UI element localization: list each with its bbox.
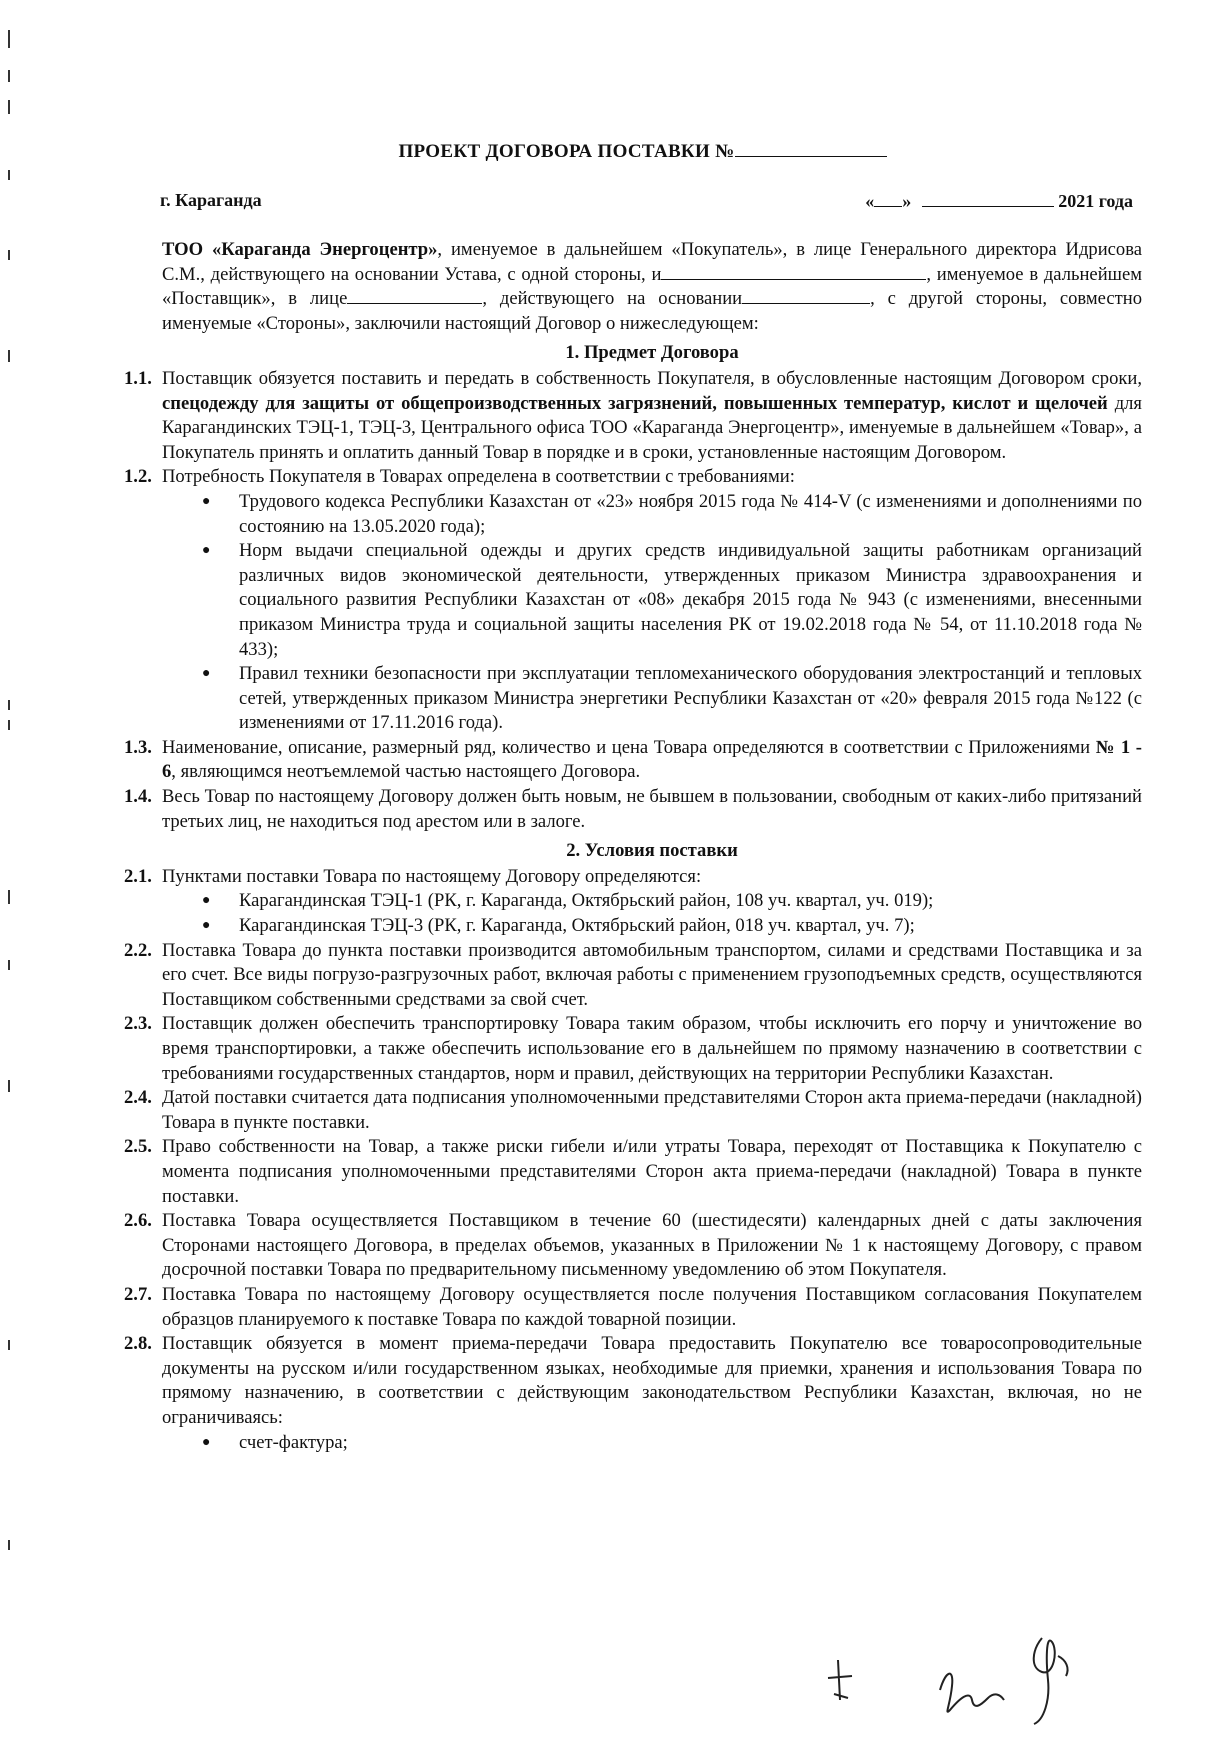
handwritten-signatures [820,1620,1100,1730]
clause-2-6: 2.6. Поставка Товара осуществляется Поставщиком в течение 60 (шестидесяти) календарных дней с даты заключения Сторонами настоящего Договора, в пределах объемов, указанных в Приложении № 1 к настоящему Договору, с правом досрочной поставки Товара по предварительному письменному уведомлению об этом Покупателя. [124,1210,1142,1281]
clause-2-4: 2.4. Датой поставки считается дата подписания уполномоченными представителями Сторон акта приема-передачи (накладной) Товара в пункте поставки. [124,1087,1142,1133]
document-body [124,238,1142,1455]
list-item: ● Карагандинская ТЭЦ-3 (РК, г. Караганда, Октябрьский район, 018 уч. квартал, уч. 7); [202,915,915,937]
clause-1-2: 1.2. Потребность Покупателя в Товарах определена в соответствии с требованиями: [124,466,795,488]
list-item: ● Норм выдачи специальной одежды и других средств индивидуальной защиты работникам организаций различных видов экономической деятельности, утвержденных приказом Министра здравоохранения и социального развития Республики Казахстан от «08» декабря 2015 года № 943 (с изменениями, внесенными приказом Министра труда и социальной защиты населения РК от 19.02.2018 года № 54, от 11.10.2018 года № 433); [202,540,1142,660]
title-text: ПРОЕКТ ДОГОВОРА ПОСТАВКИ № [398,141,735,162]
contract-number-blank [735,138,887,157]
clause-2-5: 2.5. Право собственности на Товар, а также риски гибели и/или утраты Товара, переходят от Поставщика к Покупателю с момента подписания уполномоченными представителями Сторон акта приема-передачи (накладной) Товара в пункте поставки. [124,1136,1142,1207]
clause-2-3: 2.3. Поставщик должен обеспечить транспортировку Товара таким образом, чтобы исключить его порчу и уничтожение во время транспортировки, а также обеспечить использование его в дальнейшем по прямому назначению в соответствии с требованиями государственных стандартов, норм и правил, действующих на территории Республики Казахстан. [124,1013,1142,1084]
list-item: ● счет-фактура; [202,1431,348,1453]
clause-1-1: 1.1. Поставщик обязуется поставить и передать в собственность Покупателя, в обусловленные настоящим Договором сроки, спецодежду для защиты от общепроизводственных загрязнений, повышенных температур, кислот и щелочей для Карагандинских ТЭЦ-1, ТЭЦ-3, Центрального офиса ТОО «Караганда Энергоцентр», именуемые в дальнейшем «Товар», а Покупатель принять и оплатить данный Товар в порядке и в сроки, установленные настоящим Договором. [124,367,1142,463]
city: г. Караганда [160,190,262,210]
clause-2-2: 2.2. Поставка Товара до пункта поставки производится автомобильным транспортом, силами и средствами Поставщика и за его счет. Все виды погрузо-разгрузочных работ, включая работы с применением грузоподъемных средств, осуществляются Поставщиком собственными средствами за свой счет. [124,939,1142,1010]
contract-date: « » 2021 года [865,191,1133,211]
scan-margin-marks [8,20,14,1720]
document-title [60,138,1225,163]
list-item: ● Карагандинская ТЭЦ-1 (РК, г. Караганда, Октябрьский район, 108 уч. квартал, уч. 019); [202,890,934,912]
clause-1-3: 1.3. Наименование, описание, размерный ряд, количество и цена Товара определяются в соответствии с Приложениями № 1 - 6, являющимся неотъемлемой частью настоящего Договора. [124,736,1142,783]
clause-1-4: 1.4. Весь Товар по настоящему Договору должен быть новым, не бывшем в пользовании, свободным от каких-либо притязаний третьих лиц, не находиться под арестом или в залоге. [124,786,1142,832]
clause-2-8: 2.8. Поставщик обязуется в момент приема-передачи Товара предоставить Покупателю все товаросопроводительные документы на русском и/или государственном языках, необходимые для приемки, хранения и использования Товара по прямому назначению, в соответствии с действующим законодательством Республики Казахстан, включая, но не ограничиваясь: [124,1333,1142,1428]
list-item: ● Правил техники безопасности при эксплуатации тепломеханического оборудования электростанций и тепловых сетей, утвержденных приказом Министра энергетики Республики Казахстан от «20» февраля 2015 года №122 (с изменениями от 17.11.2016 года). [202,663,1142,734]
intro-paragraph: ТОО «Караганда Энергоцентр», именуемое в дальнейшем «Покупатель», в лице Генерального директора Идрисова С.М., действующего на основании Устава, с одной стороны, и , именуемое в дальнейшем «Поставщик», в лице , действующего на основании , с другой стороны, совместно именуемые «Стороны», заключили настоящий Договор о нижеследующем: [162,239,1142,334]
section-1-heading: 1. Предмет Договора [565,342,739,364]
section-2-heading: 2. Условия поставки [566,840,738,862]
list-item: ● Трудового кодекса Республики Казахстан от «23» ноября 2015 года № 414-V (с изменениями и дополнениями по состоянию на 13.05.2020 года); [202,490,1142,537]
clause-2-1: 2.1. Пунктами поставки Товара по настоящему Договору определяются: [124,865,702,887]
clause-2-7: 2.7. Поставка Товара по настоящему Договору осуществляется после получения Поставщиком согласования Покупателем образцов планируемого к поставке Товара по каждой товарной позиции. [124,1283,1142,1330]
